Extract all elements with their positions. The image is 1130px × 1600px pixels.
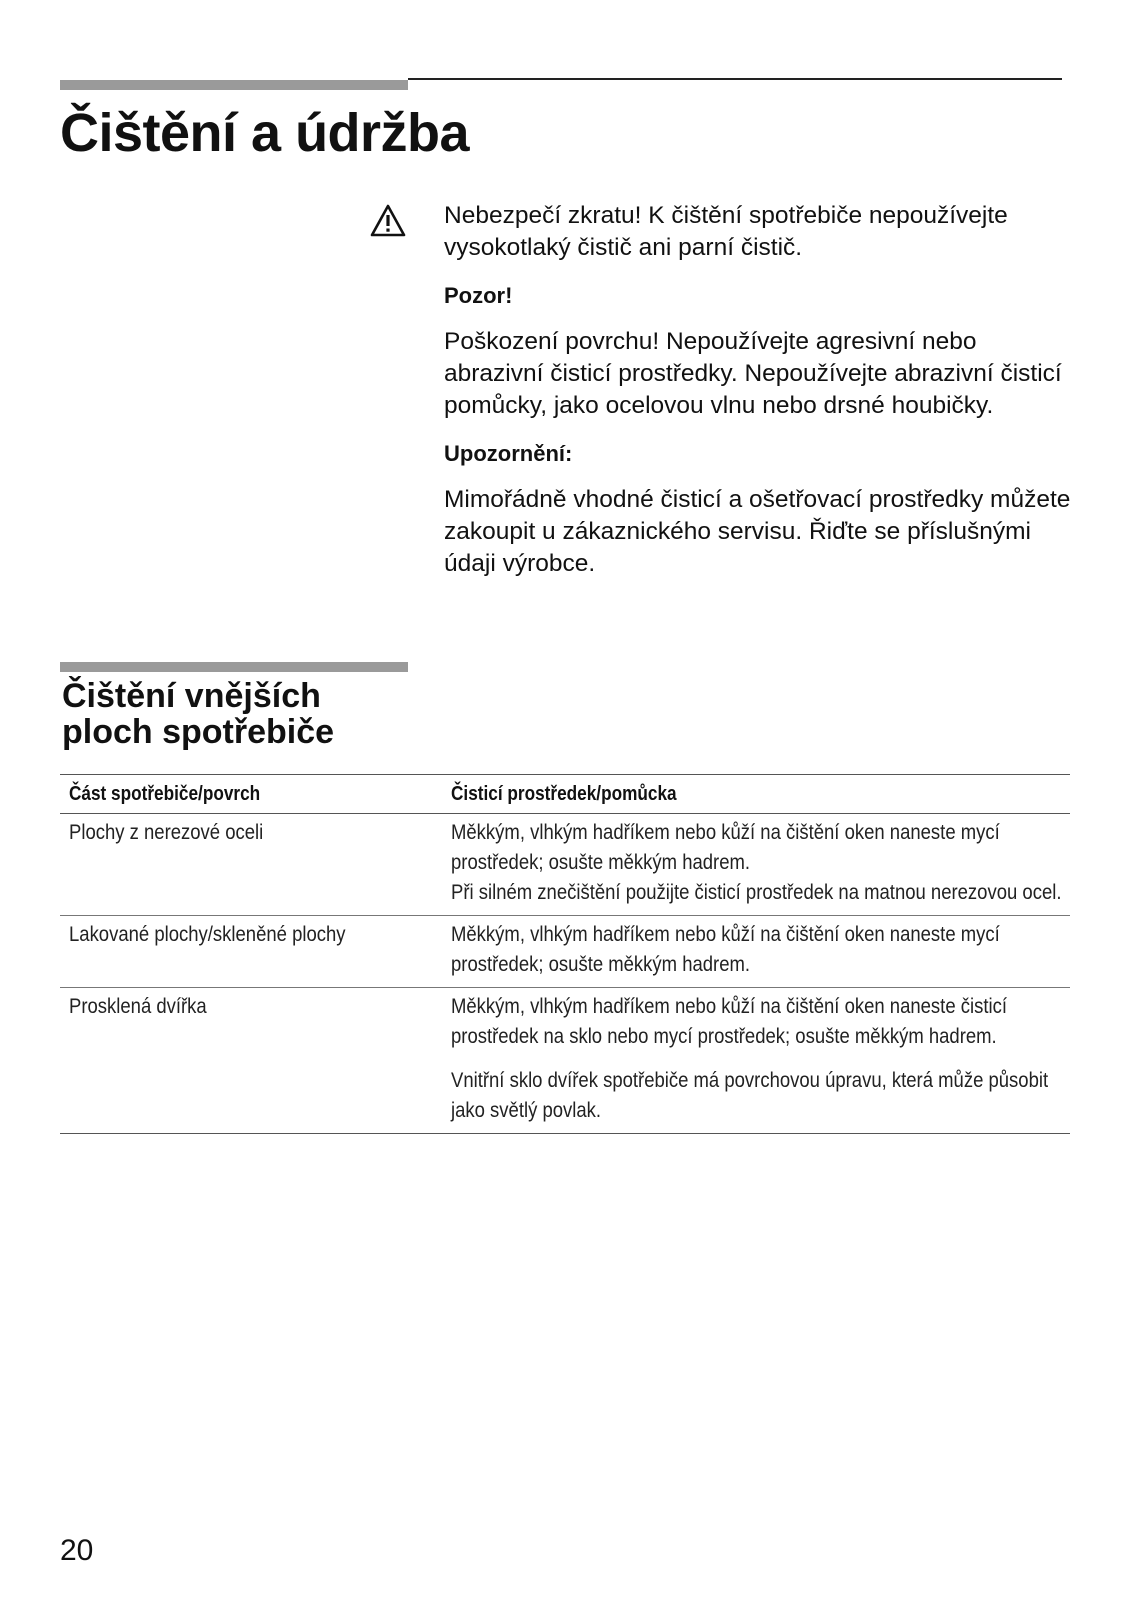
table-row: [60, 988, 1070, 1134]
table-row: [60, 814, 1070, 916]
section-title-line2: ploch spotřebiče: [62, 713, 335, 751]
caution-label: Pozor!: [444, 283, 513, 308]
table-cell-method: [451, 916, 1070, 988]
table-header-method: Čisticí prostředek/pomůcka: [451, 782, 677, 805]
header-rule-gray: [60, 80, 408, 90]
table-cell-method: [451, 988, 1070, 1134]
content-column: [444, 200, 1074, 596]
warning-text: Nebezpečí zkratu! K čištění spotřebiče nepoužívejte vysokotlaký čistič ani parní čistič.: [444, 202, 1008, 261]
section-title-line1: Čištění vnějších: [62, 677, 321, 715]
method-text: Měkkým, vlhkým hadříkem nebo kůží na čištění oken naneste mycí prostředek; osušte měkkým hadrem.: [451, 820, 1000, 874]
method-text: Měkkým, vlhkým hadříkem nebo kůží na čištění oken naneste mycí prostředek; osušte měkkým hadrem.: [451, 922, 1000, 976]
table-cell-part: Prosklená dvířka: [69, 994, 207, 1018]
table-cell-part: Plochy z nerezové oceli: [69, 820, 264, 844]
method-extra-text: Vnitřní sklo dvířek spotřebiče má povrchovou úpravu, která může působit jako světlý povlak.: [451, 1068, 1049, 1122]
table-cell-part: Lakované plochy/skleněné plochy: [69, 922, 346, 946]
table-header-row: [60, 775, 1070, 814]
note-text: Mimořádně vhodné čisticí a ošetřovací prostředky můžete zakoupit u zákaznického servisu. Řiďte se příslušnými údaji výrobce.: [444, 486, 1071, 577]
caution-text: Poškození povrchu! Nepoužívejte agresivní nebo abrazivní čisticí prostředky. Nepoužívejte abrazivní čisticí pomůcky, jako ocelovou vlnu nebo drsné houbičky.: [444, 328, 1062, 419]
table-header-part: Část spotřebiče/povrch: [69, 782, 261, 805]
section-title: [62, 678, 442, 750]
method-extra-text: Při silném znečištění použijte čisticí prostředek na matnou nerezovou ocel.: [451, 880, 1062, 904]
table-cell-method: [451, 814, 1070, 916]
cleaning-table: [60, 774, 1070, 1134]
page-number: 20: [60, 1534, 94, 1567]
method-text: Měkkým, vlhkým hadříkem nebo kůží na čištění oken naneste čisticí prostředek na sklo nebo mycí prostředek; osušte měkkým hadrem.: [451, 994, 1007, 1048]
page-title: Čištění a údržba: [60, 103, 470, 163]
header-rule-line: [408, 78, 1062, 80]
section-rule-gray: [60, 662, 408, 672]
table-row: [60, 916, 1070, 988]
note-label: Upozornění:: [444, 441, 573, 466]
warning-triangle-icon: [370, 204, 406, 238]
